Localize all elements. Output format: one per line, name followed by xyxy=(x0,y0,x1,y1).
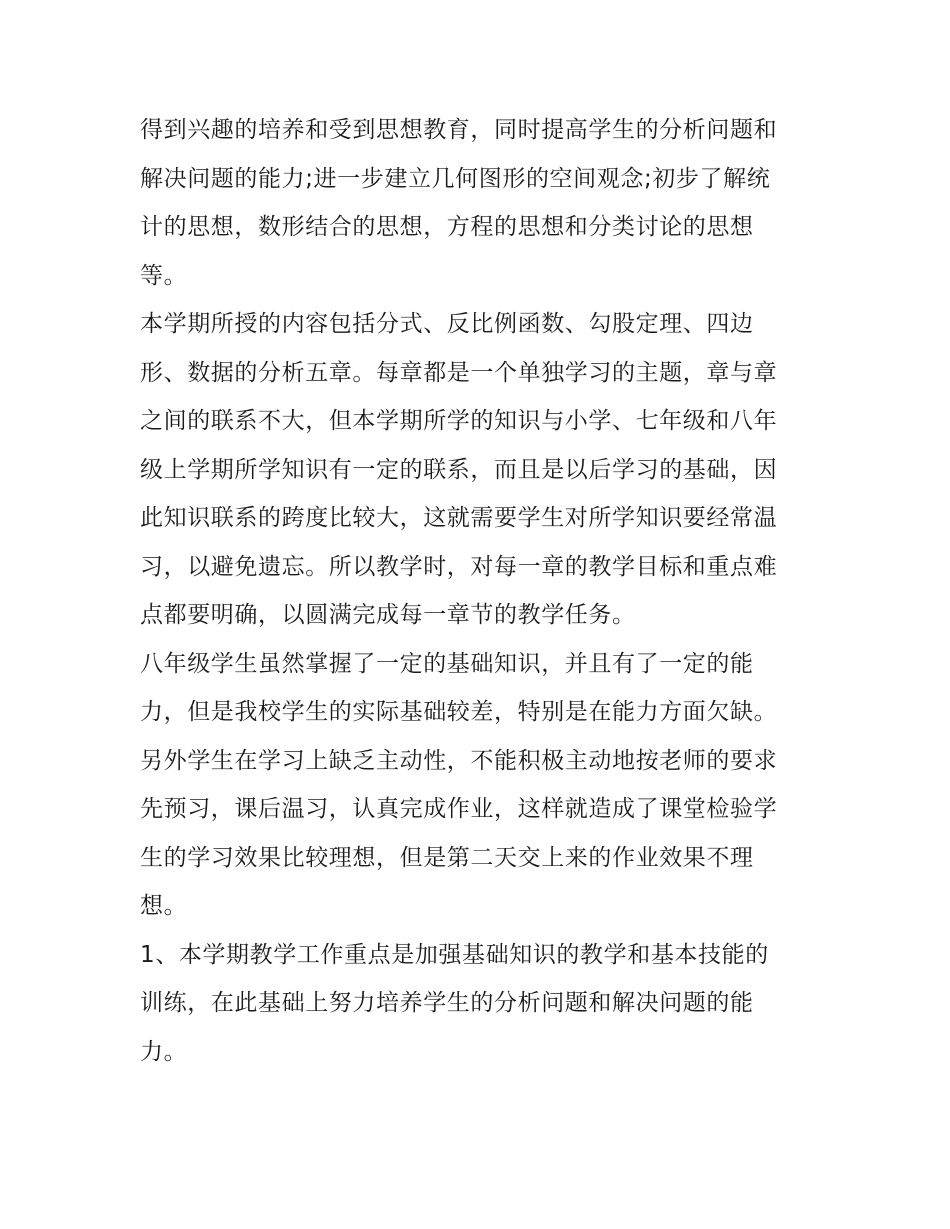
paragraph-1 xyxy=(140,106,820,300)
text-line: 形、数据的分析五章。每章都是一个单独学习的主题，章与章 xyxy=(140,359,778,386)
text-line: 力。 xyxy=(140,1038,188,1065)
text-line: 想。 xyxy=(140,893,188,919)
text-line: 先预习，课后温习，认真完成作业，这样就造成了课堂检验学 xyxy=(140,796,778,822)
text-line: 习，以避免遗忘。所以教学时，对每一章的教学目标和重点难 xyxy=(140,553,778,580)
text-line: 另外学生在学习上缺乏主动性，不能积极主动地按老师的要求 xyxy=(140,747,778,774)
text-line: 级上学期所学知识有一定的联系，而且是以后学习的基础，因 xyxy=(140,456,778,483)
text-line: 得到兴趣的培养和受到思想教育，同时提高学生的分析问题和 xyxy=(140,117,778,143)
text-line: 此知识联系的跨度比较大，这就需要学生对所学知识要经常温 xyxy=(140,505,778,531)
text-line: 本学期所授的内容包括分式、反比例函数、勾股定理、四边 xyxy=(140,311,754,337)
text-line: 点都要明确，以圆满完成每一章节的教学任务。 xyxy=(140,602,636,628)
text-line: 计的思想，数形结合的思想，方程的思想和分类讨论的思想 xyxy=(140,214,754,240)
text-line: 生的学习效果比较理想，但是第二天交上来的作业效果不理 xyxy=(140,844,754,871)
text-line: 解决问题的能力;进一步建立几何图形的空间观念;初步了解统 xyxy=(140,165,771,192)
paragraph-3 xyxy=(140,640,820,931)
text-line: 等。 xyxy=(140,262,188,289)
text-line: 训练，在此基础上努力培养学生的分析问题和解决问题的能 xyxy=(140,990,754,1016)
text-line: 之间的联系不大，但本学期所学的知识与小学、七年级和八年 xyxy=(140,408,778,434)
text-line: 1、本学期教学工作重点是加强基础知识的教学和基本技能的 xyxy=(140,941,769,968)
paragraph-2 xyxy=(140,300,820,640)
text-line: 力，但是我校学生的实际基础较差，特别是在能力方面欠缺。 xyxy=(140,699,778,725)
paragraph-4 xyxy=(140,931,820,1077)
text-line: 八年级学生虽然掌握了一定的基础知识，并且有了一定的能 xyxy=(140,650,754,677)
document-body xyxy=(140,106,820,1076)
